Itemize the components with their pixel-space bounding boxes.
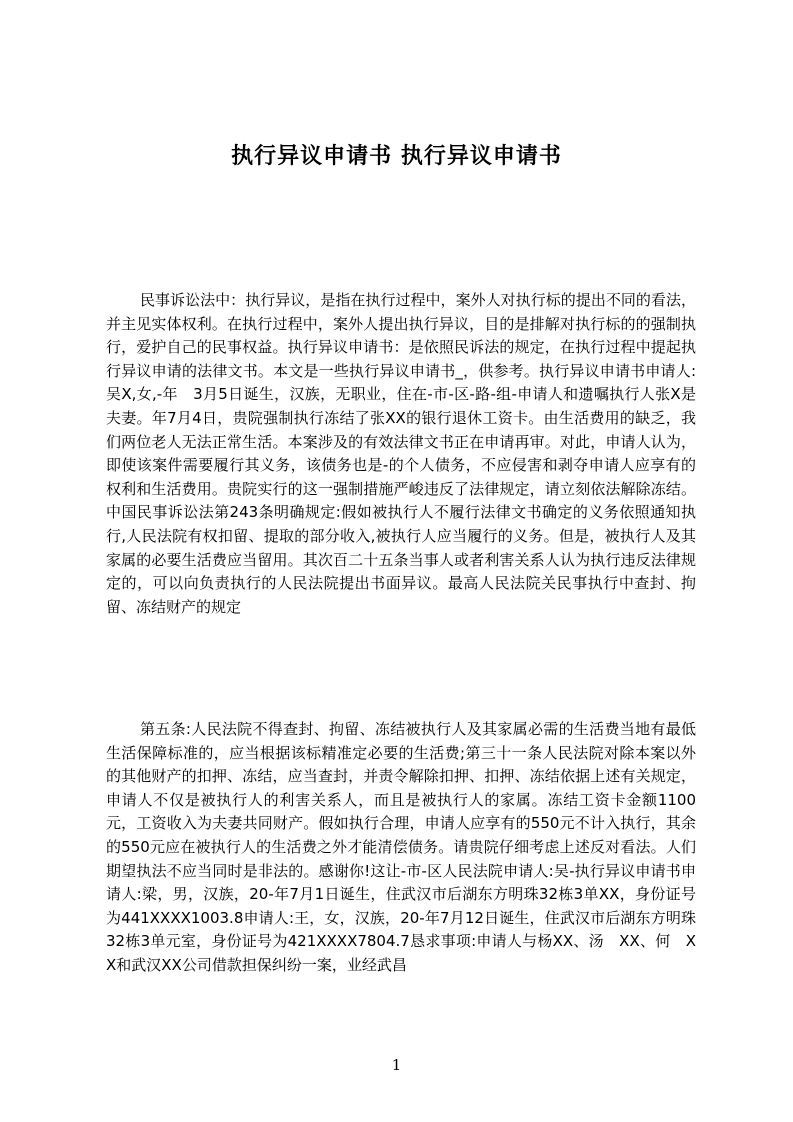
body-paragraph-2: 第五条:人民法院不得查封、拘留、冻结被执行人及其家属必需的生活费当地有最低生活保障标准的，应当根据该标精准定必要的生活费;第三十一条人民法院对除本案以外的其他财产的扣押、冻结，应当查封，并责令解除扣押、扣押、冻结依据上述有关规定，申请人不仅是被执行人的利害关系人，而且是被执行人的家属。冻结工资卡金额1100元，工资收入为夫妻共同财产。假如执行合理，申请人应享有的550元不计入执行，其余的550元应在被执行人的生活费之外才能清偿债务。请贵院仔细考虑上述反对看法。人们期望执法不应当同时是非法的。感谢你!这让-市-区人民法院申请人:吴-执行异议申请书申请人:梁，男，汉族，20-年7月1日诞生，住武汉市后湖东方明珠32栋3单XX，身份证号为441XXXX1003.8申请人:王，女，汉族，20-年7月12日诞生，住武汉市后湖东方明珠32栋3单元室，身份证号为421XXXX7804.7恳求事项:申请人与杨XX、汤 XX、何 XX和武汉XX公司借款担保纠纷一案，业经武昌 <box>106 720 696 974</box>
page-number: 1 <box>391 1056 402 1074</box>
document-title: 执行异议申请书 执行异议申请书 <box>231 144 562 169</box>
body-paragraph-1: 民事诉讼法中：执行异议，是指在执行过程中，案外人对执行标的提出不同的看法，并主见实体权利。在执行过程中，案外人提出执行异议，目的是排解对执行标的的强制执行，爱护自己的民事权益。执行异议申请书：是依照民诉法的规定，在执行过程中提起执行异议申请的法律文书。本文是一些执行异议申请书_，供参考。执行异议申请书申请人:吴X,女,-年 3月5日诞生，汉族，无职业，住在-市-区-路-组-申请人和遗嘱执行人张X是夫妻。年7月4日，贵院强制执行冻结了张XX的银行退休工资卡。由生活费用的缺乏，我们两位老人无法正常生活。本案涉及的有效法律文书正在申请再审。对此，申请人认为，即使该案件需要履行其义务，该债务也是-的个人债务，不应侵害和剥夺申请人应享有的权利和生活费用。贵院实行的这一强制措施严峻违反了法律规定，请立刻依法解除冻结。中国民事诉讼法第243条明确规定:假如被执行人不履行法律文书确定的义务依照通知执行,人民法院有权扣留、提取的部分收入,被执行人应当履行的义务。但是，被执行人及其家属的必要生活费应当留用。其次百二十五条当事人或者利害关系人认为执行违反法律规定的，可以向负责执行的人民法院提出书面异议。最高人民法院关民事执行中查封、拘留、冻结财产的规定 <box>106 291 696 616</box>
